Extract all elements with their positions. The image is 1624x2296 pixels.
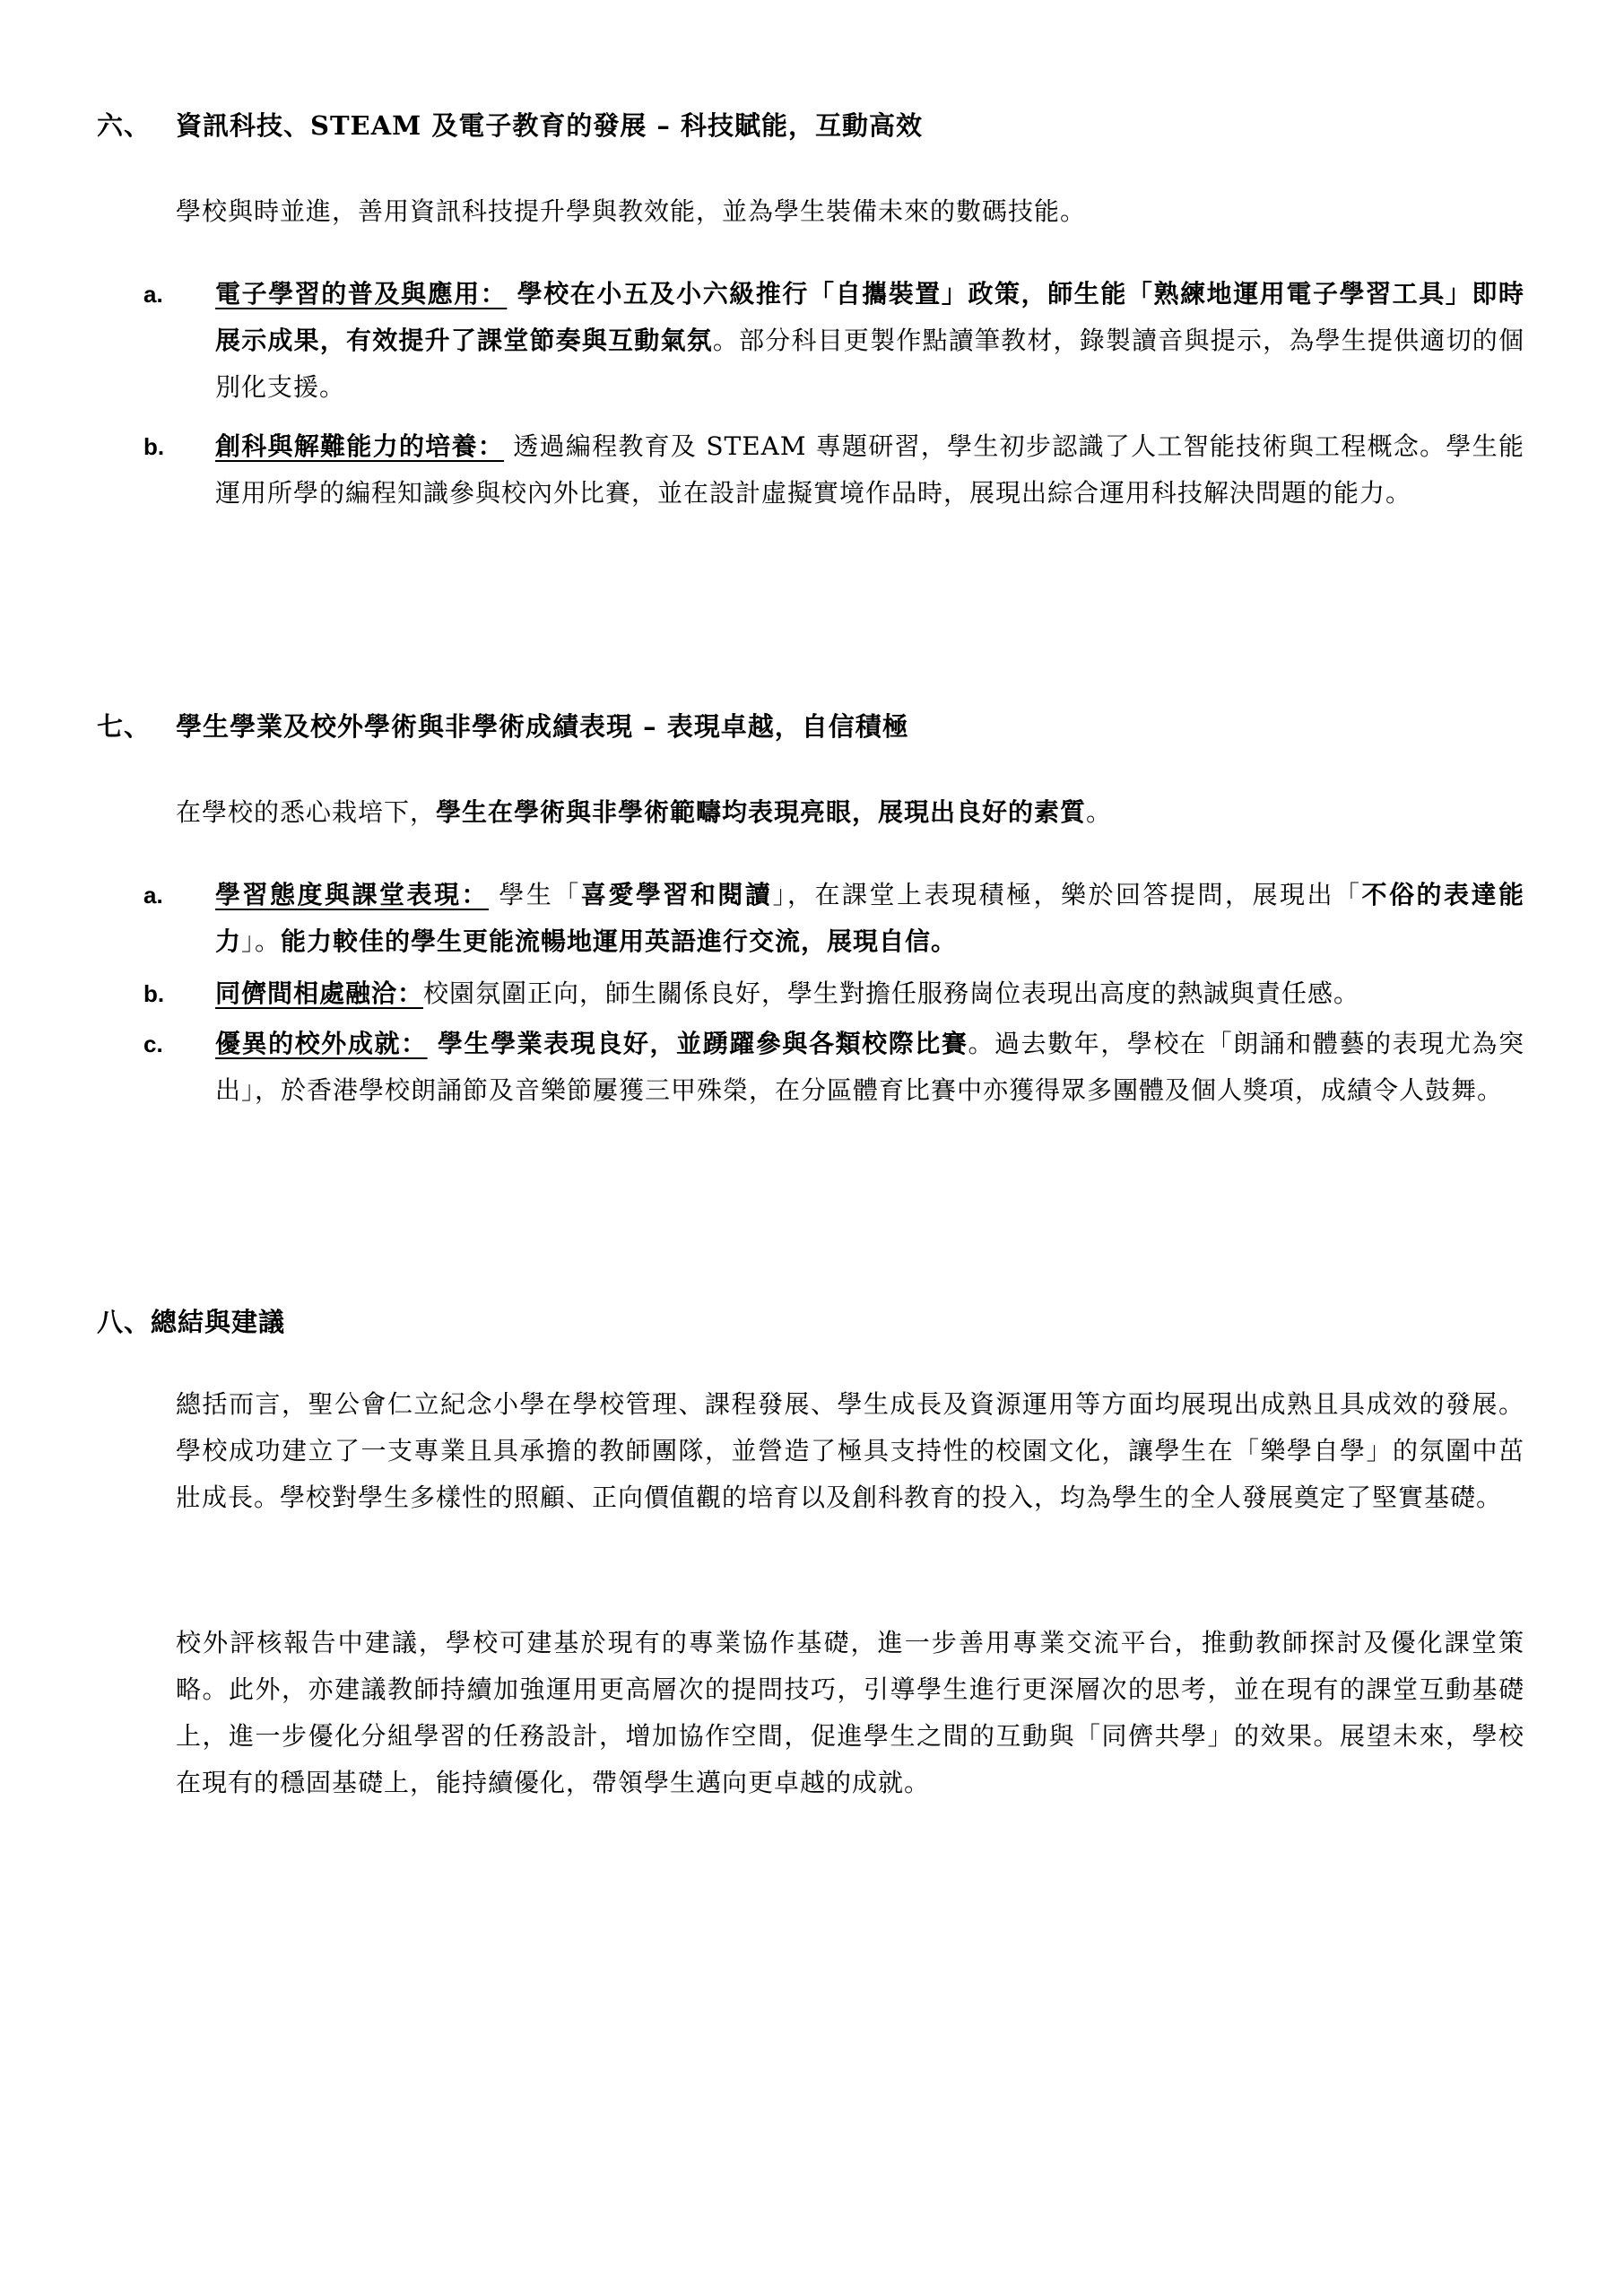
section-6-number: 六、 [97, 110, 152, 141]
summary-paragraph-2: 校外評核報告中建議，學校可建基於現有的專業協作基礎，進一步善用專業交流平台，推動教師探討及優化課堂策略。此外，亦建議教師持續加強運用更高層次的提問技巧，引導學生進行更深層次的思考，並在現有的課堂互動基礎上，進一步優化分組學習的任務設計，增加協作空間，促進學生之間的互動與「同儕共學」的效果。展望未來，學校在現有的穩固基礎上，能持續優化，帶領學生邁向更卓越的成就。 [176, 1628, 1524, 1797]
item-heading: 優異的校外成就： [215, 1029, 428, 1058]
item-marker: b. [143, 433, 165, 460]
section-7-item-a [143, 872, 1542, 965]
intro-plain: 在學校的悉心栽培下， [176, 797, 437, 827]
item-body [215, 1021, 1524, 1114]
item-heading: 同儕間相處融洽： [215, 978, 424, 1008]
section-7-number: 七、 [97, 711, 152, 742]
item-marker: a. [143, 281, 163, 308]
section-8-heading [97, 1302, 285, 1339]
item-body [215, 271, 1524, 411]
item-heading: 電子學習的普及與應用： [215, 279, 508, 309]
section-7-heading [97, 707, 909, 744]
item-body [215, 423, 1524, 517]
item-bold-text: 學校在小五及小六級推行「自攜裝置」政策，師生能「熟練地運用電子學習工具」即時展示成果，有效提升了課堂節奏與互動氣氛 [215, 279, 1524, 355]
section-6-intro: 學校與時並進，善用資訊科技提升學與教效能，並為學生裝備未來的數碼技能。 [176, 196, 1087, 226]
item-text: 」。 [241, 926, 282, 956]
section-6-heading [97, 106, 923, 143]
section-6-item-b [143, 423, 1542, 517]
section-6-item-a [143, 271, 1542, 411]
item-heading: 學習態度與課堂表現： [215, 880, 490, 909]
item-body [215, 872, 1524, 965]
section-8-title: 總結與建議 [151, 1307, 286, 1337]
item-marker: b. [143, 980, 165, 1007]
intro-end: 。 [1086, 797, 1113, 827]
item-bold-text: 不俗的表達能力 [215, 880, 1524, 956]
item-marker: c. [143, 1031, 163, 1057]
section-7-title: 學生學業及校外學術與非學術成績表現 – 表現卓越，自信積極 [176, 711, 909, 742]
section-8-number: 八、 [97, 1307, 152, 1337]
item-body [215, 970, 1524, 1017]
intro-bold: 學生在學術與非學術範疇均表現亮眼，展現出良好的素質 [436, 797, 1087, 827]
item-text: 透過編程教育及 STEAM 專題研習，學生初步認識了人工智能技術與工程概念。學生能運用所學的編程知識參與校內外比賽，並在設計虛擬實境作品時，展現出綜合運用科技解決問題的能力。 [215, 431, 1524, 508]
summary-paragraph-1: 總括而言，聖公會仁立紀念小學在學校管理、課程發展、學生成長及資源運用等方面均展現出成熟且具成效的發展。學校成功建立了一支專業且具承擔的教師團隊，並營造了極具支持性的校園文化，讓學生在「樂學自學」的氛圍中茁壯成長。學校對學生多樣性的照顧、正向價值觀的培育以及創科教育的投入，均為學生的全人發展奠定了堅實基礎。 [176, 1389, 1524, 1512]
item-text: 校園氛圍正向，師生關係良好，學生對擔任服務崗位表現出高度的熱誠與責任感。 [423, 978, 1360, 1008]
section-7-item-c [143, 1021, 1542, 1114]
item-heading: 創科與解難能力的培養： [215, 431, 505, 461]
section-7-intro [176, 793, 1112, 829]
item-bold-text: 喜愛學習和閱讀 [580, 880, 773, 909]
item-text: 。部分科目更製作點讀筆教材，錄製讀音與提示，為學生提供適切的個別化支援。 [215, 326, 1524, 402]
item-bold-text: 學生學業表現良好，並踴躍參與各類校際比賽 [427, 1029, 968, 1058]
item-marker: a. [143, 882, 163, 909]
item-text: 學生「 [489, 880, 581, 909]
item-text: 。過去數年，學校在「朗誦和體藝的表現尤為突出」，於香港學校朗誦節及音樂節屢獲三甲殊榮，在分區體育比賽中亦獲得眾多團體及個人獎項，成績令人鼓舞。 [215, 1029, 1524, 1105]
item-text: 」，在課堂上表現積極，樂於回答提問，展現出「 [772, 880, 1362, 909]
item-bold-text: 能力較佳的學生更能流暢地運用英語進行交流，展現自信。 [281, 926, 958, 956]
section-7-item-b [143, 970, 1542, 1017]
section-6-title: 資訊科技、STEAM 及電子教育的發展 – 科技賦能，互動高效 [176, 110, 924, 141]
